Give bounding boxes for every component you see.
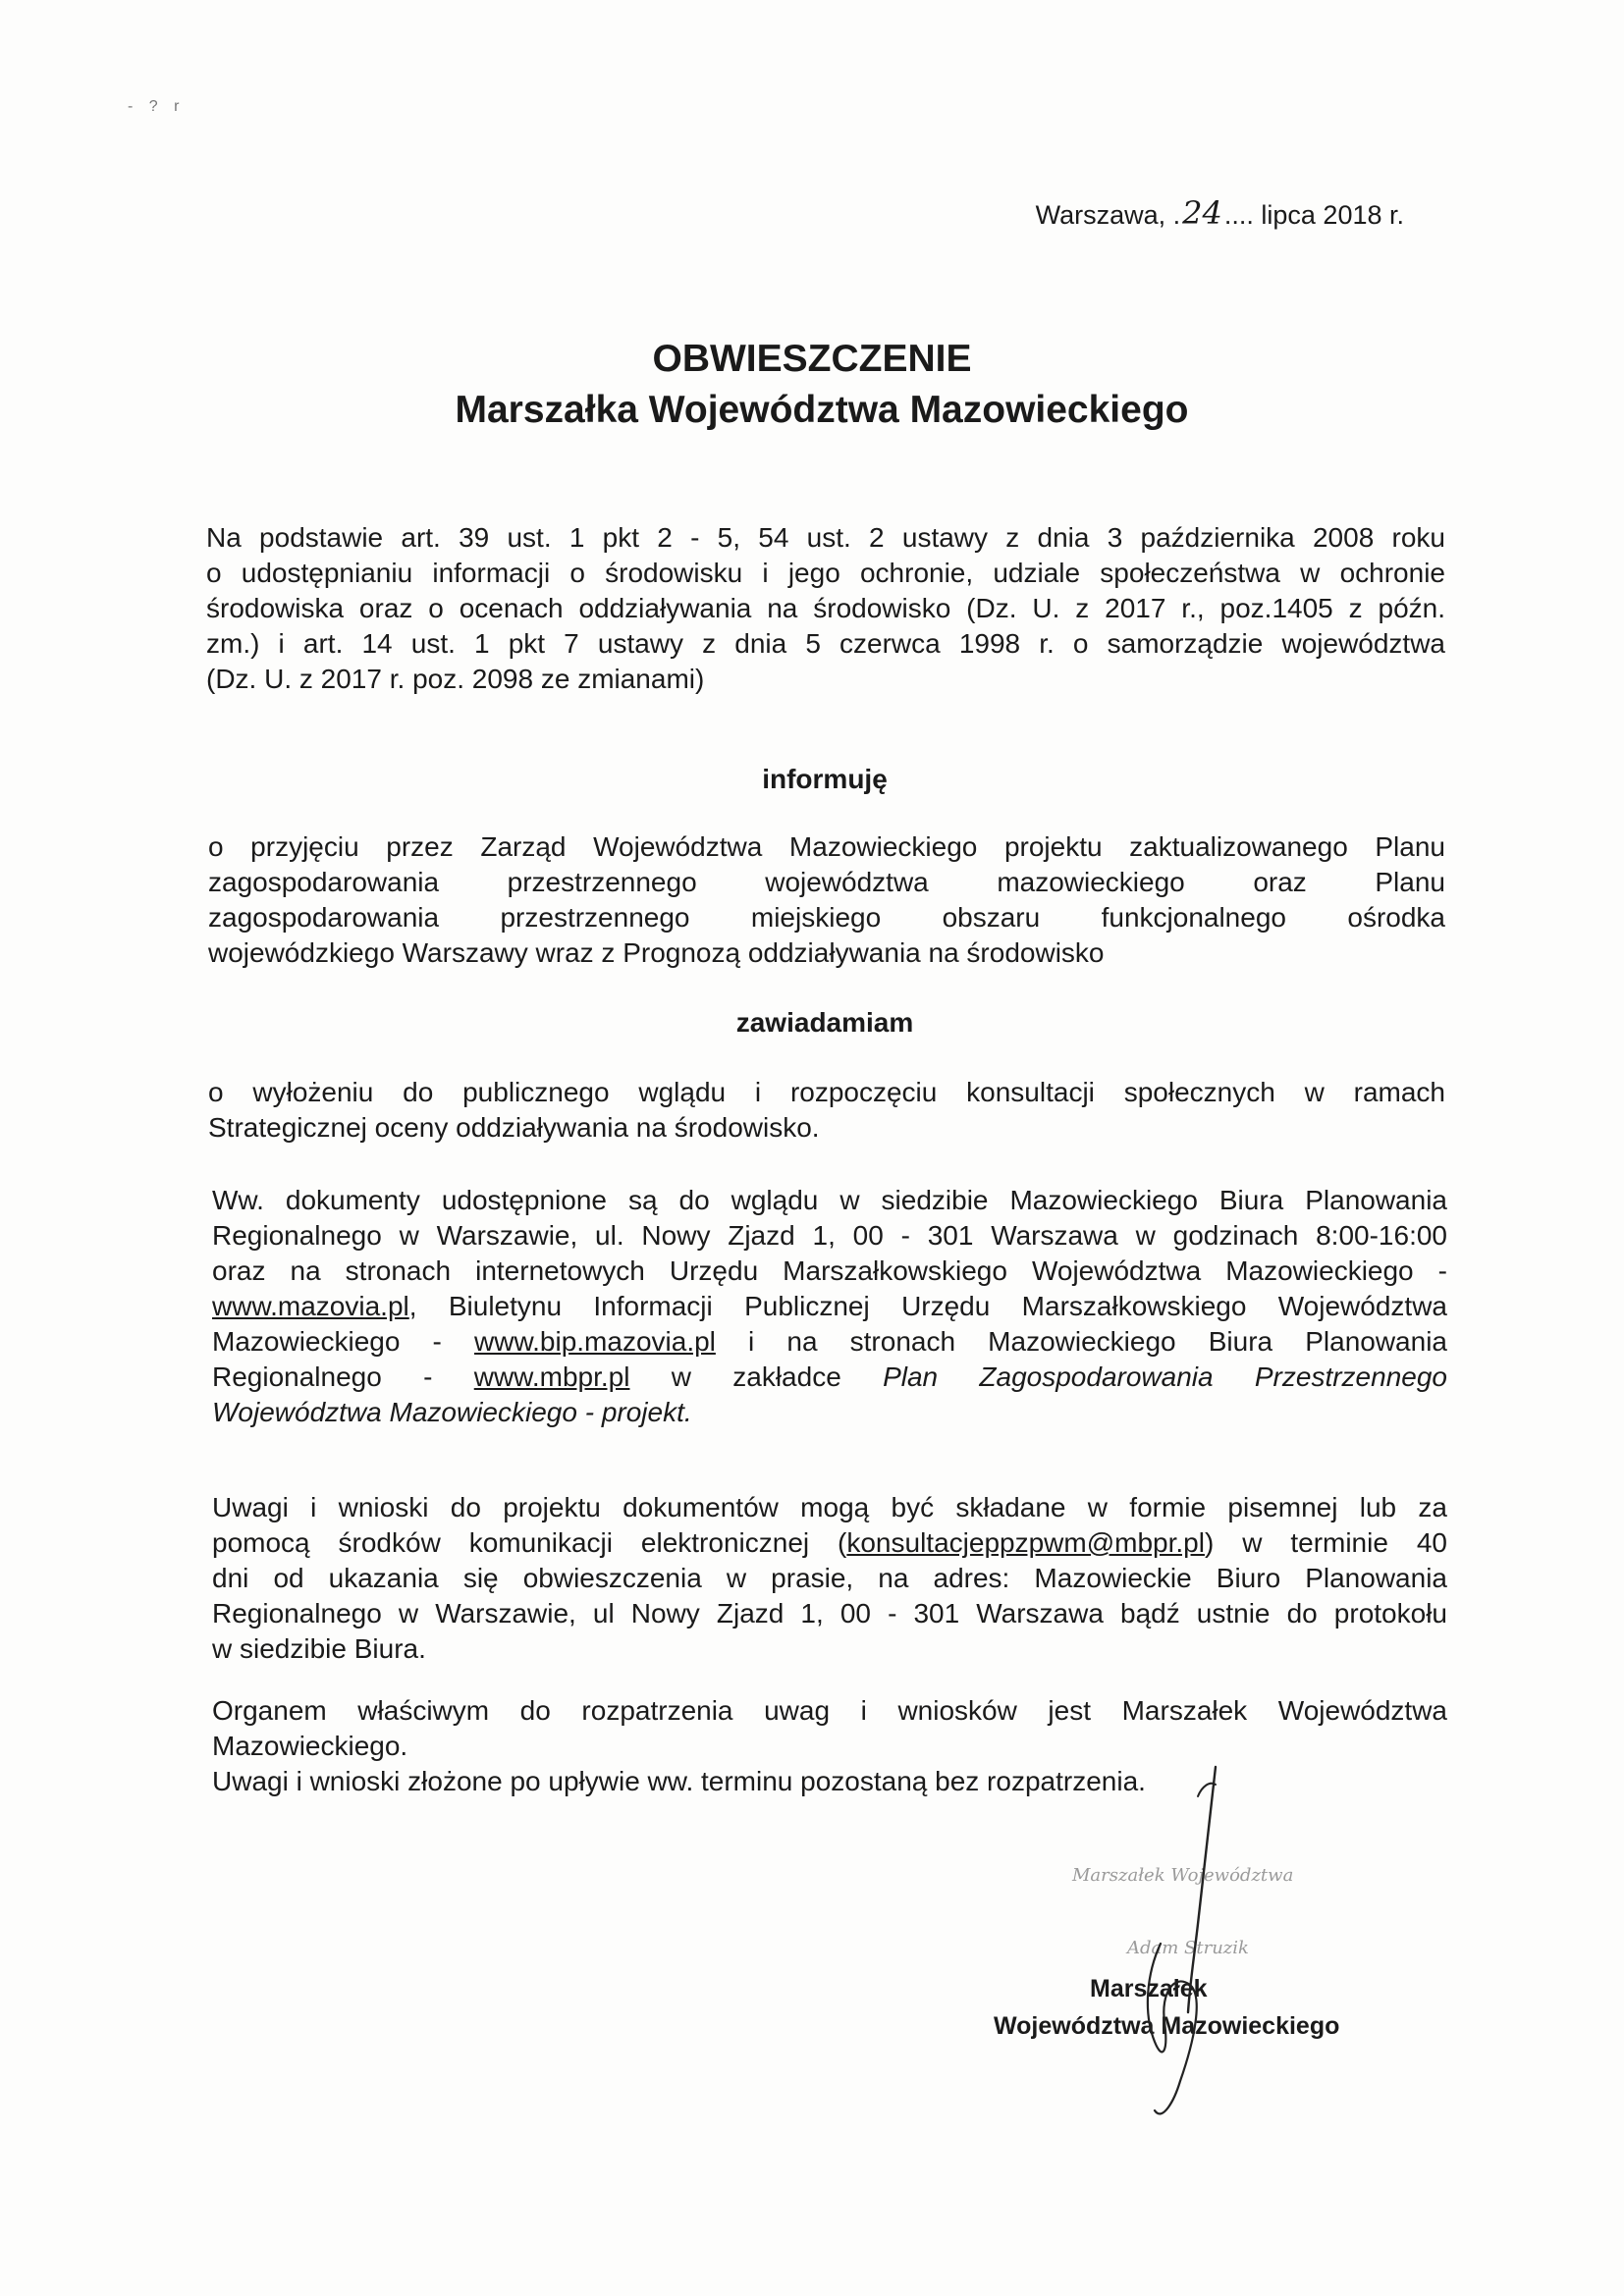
- intro-line: zm.) i art. 14 ust. 1 pkt 7 ustawy z dnia 5 czerwca 1998 r. o samorządzie województwa: [206, 628, 1445, 659]
- intro-line: Na podstawie art. 39 ust. 1 pkt 2 - 5, 54 ust. 2 ustawy z dnia 3 października 2008 roku: [206, 522, 1445, 553]
- documents-text: , Biuletynu Informacji Publicznej Urzędu Marszałkowskiego Województwa: [408, 1291, 1447, 1321]
- signature-stroke: [1188, 1767, 1216, 2012]
- bip-mazovia-link[interactable]: www.bip.mazovia.pl: [474, 1326, 716, 1357]
- informuje-line: zagospodarowania przestrzennego miejskiego obszaru funkcjonalnego ośrodka: [208, 902, 1445, 933]
- documents-text: Regionalnego -: [212, 1362, 474, 1392]
- document-subtitle: Marszałka Województwa Mazowieckiego: [455, 389, 1189, 431]
- heading-informuje: informuję: [762, 764, 888, 794]
- document-title: OBWIESZCZENIE: [652, 338, 972, 380]
- organ-line: Mazowieckiego.: [212, 1731, 408, 1761]
- documents-line: [212, 1289, 1447, 1324]
- stamp-line: Adam Struzik: [1127, 1938, 1249, 1958]
- dateline-day-handwritten: 24: [1182, 194, 1222, 232]
- intro-paragraph: [206, 520, 1445, 697]
- zawiadamiam-paragraph: [208, 1075, 1445, 1146]
- consultation-email-link[interactable]: konsultacjeppzpwm@mbpr.pl: [846, 1527, 1205, 1558]
- mbpr-link[interactable]: www.mbpr.pl: [473, 1362, 630, 1392]
- documents-italic-text: Plan Zagospodarowania Przestrzennego: [883, 1362, 1447, 1392]
- remarks-line: [212, 1525, 1447, 1561]
- organ-paragraph: [212, 1693, 1447, 1799]
- stamp-line: Marszałek Województwa: [1072, 1865, 1294, 1886]
- remarks-text: pomocą środków komunikacji elektronicznej (: [212, 1527, 847, 1558]
- remarks-line: dni od ukazania się obwieszczenia w prasie, na adres: Mazowieckie Biuro Planowania: [212, 1563, 1447, 1593]
- intro-line: o udostępnianiu informacji o środowisku i jego ochronie, udziale społeczeństwa w ochronie: [206, 558, 1445, 588]
- documents-line: [212, 1360, 1447, 1395]
- zawiadamiam-line: o wyłożeniu do publicznego wglądu i rozpoczęciu konsultacji społecznych w ramach: [208, 1077, 1445, 1107]
- informuje-line: wojewódzkiego Warszawy wraz z Prognozą oddziaływania na środowisko: [208, 937, 1105, 968]
- heading-zawiadamiam: zawiadamiam: [735, 1007, 914, 1038]
- documents-line: oraz na stronach internetowych Urzędu Marszałkowskiego Województwa Mazowieckiego -: [212, 1255, 1447, 1286]
- informuje-paragraph: [208, 829, 1445, 971]
- remarks-line: Regionalnego w Warszawie, ul Nowy Zjazd 1, 00 - 301 Warszawa bądź ustnie do protokołu: [212, 1598, 1447, 1629]
- documents-text: Mazowieckiego -: [212, 1326, 475, 1357]
- remarks-text: ) w terminie 40: [1204, 1527, 1447, 1558]
- signature-stroke: [1148, 1944, 1197, 2113]
- documents-italic-line: Województwa Mazowieckiego - projekt.: [212, 1397, 692, 1427]
- remarks-line: w siedzibie Biura.: [212, 1633, 426, 1664]
- informuje-line: o przyjęciu przez Zarząd Województwa Mazowieckiego projektu zaktualizowanego Planu: [208, 831, 1445, 862]
- intro-line: środowiska oraz o ocenach oddziaływania na środowisko (Dz. U. z 2017 r., poz.1405 z późn.: [206, 593, 1445, 623]
- documents-line: Regionalnego w Warszawie, ul. Nowy Zjazd 1, 00 - 301 Warszawa w godzinach 8:00-16:00: [212, 1220, 1447, 1251]
- dateline-prefix: Warszawa, .: [1035, 200, 1181, 230]
- documents-text: w zakładce: [629, 1362, 884, 1392]
- documents-line: Ww. dokumenty udostępnione są do wglądu w siedzibie Mazowieckiego Biura Planowania: [212, 1185, 1447, 1215]
- dateline: [1036, 194, 1404, 232]
- informuje-line: zagospodarowania przestrzennego województwa mazowieckiego oraz Planu: [208, 867, 1445, 897]
- documents-paragraph: [212, 1183, 1447, 1430]
- remarks-paragraph: [212, 1490, 1447, 1667]
- intro-line: (Dz. U. z 2017 r. poz. 2098 ze zmianami): [206, 664, 705, 694]
- handwritten-signature: [1100, 1757, 1247, 2130]
- signature-title: Województwa Mazowieckiego: [994, 2012, 1340, 2040]
- mazovia-link[interactable]: www.mazovia.pl: [212, 1291, 409, 1321]
- documents-text: i na stronach Mazowieckiego Biura Planowania: [715, 1326, 1447, 1357]
- organ-line: Organem właściwym do rozpatrzenia uwag i wniosków jest Marszałek Województwa: [212, 1695, 1447, 1726]
- scan-marks: - ? r: [128, 98, 186, 115]
- signature-title: Marszałek: [1090, 1975, 1208, 2002]
- documents-line: [212, 1324, 1447, 1360]
- dateline-suffix: .... lipca 2018 r.: [1223, 200, 1404, 230]
- organ-line: Uwagi i wnioski złożone po upływie ww. terminu pozostaną bez rozpatrzenia.: [212, 1766, 1146, 1796]
- remarks-line: Uwagi i wnioski do projektu dokumentów mogą być składane w formie pisemnej lub za: [212, 1492, 1447, 1522]
- zawiadamiam-line: Strategicznej oceny oddziaływania na środowisko.: [208, 1112, 820, 1143]
